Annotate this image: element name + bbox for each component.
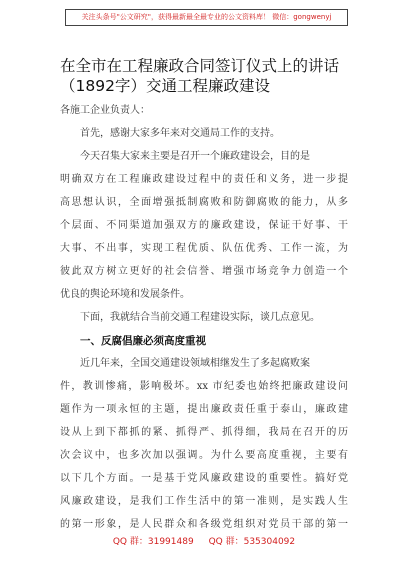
paragraph-intro: 下面，我就结合当前交通工程建设实际，谈几点意见。: [80, 312, 320, 323]
qq-group-1: QQ 群：31991489: [112, 537, 194, 547]
paragraph-line: 明确双方在工程廉政建设过程中的责任和义务，进一步提: [60, 174, 348, 185]
paragraph-line: 今天召集大家来主要是召开一个廉政建设会，目的是: [80, 151, 310, 162]
qq-group-2: QQ 群：535304092: [208, 537, 296, 547]
paragraph-line: 近几年来，全国交通建设领域相继发生了多起腐败案: [80, 358, 310, 369]
paragraph-line: 个层面、不同渠道加强双方的廉政建设，保证干好事、干: [60, 220, 348, 231]
paragraph-line: 次会议中，也多次加以强调。为什么要高度重视，主要有: [60, 450, 348, 461]
paragraph-line: 彼此双方树立更好的社会信誉、增强市场竞争力创造一个: [60, 266, 348, 277]
document-title: [60, 56, 360, 96]
paragraph-line: 设从上到下都抓的紧、抓得严、抓得细，我局在召开的历: [60, 427, 348, 438]
paragraph-line: 风廉政建设，是我们工作生活中的第一准则，是实践人生: [60, 496, 348, 507]
paragraph-line: 件，教训惨痛，影响极坏。xx 市纪委也始终把廉政建设问: [60, 381, 348, 392]
contact-footer: [0, 534, 408, 547]
paragraph-line: 的第一形象，是人民群众和各级党组织对党员干部的第一: [60, 519, 348, 530]
paragraph-thanks: 首先，感谢大家多年来对交通局工作的支持。: [80, 128, 280, 139]
paragraph-line: 优良的舆论环境和发展条件。: [60, 289, 190, 300]
paragraph-line: 高思想认识，全面增强抵制腐败和防御腐败的能力，从多: [60, 197, 348, 208]
paragraph-line: 题作为一项永恒的主题，提出廉政责任重于泰山，廉政建: [60, 404, 348, 415]
paragraph-line: 大事、不出事，实现工程优质、队伍优秀、工作一流，为: [60, 243, 348, 254]
title-line-1: 在全市在工程廉政合同签订仪式上的讲话: [60, 57, 340, 75]
salutation: 各施工企业负责人：: [60, 105, 150, 116]
promo-banner: 关注头条号"公文研究"，获得最新最全最专业的公文资料库！ 微信：gongwenyj: [65, 9, 348, 26]
section-heading: 一、反腐倡廉必须高度重视: [80, 335, 206, 347]
paragraph-line: 以下几个方面。一是基于党风廉政建设的重要性。搞好党: [60, 473, 348, 484]
title-line-2: （1892字）交通工程廉政建设: [60, 77, 270, 95]
